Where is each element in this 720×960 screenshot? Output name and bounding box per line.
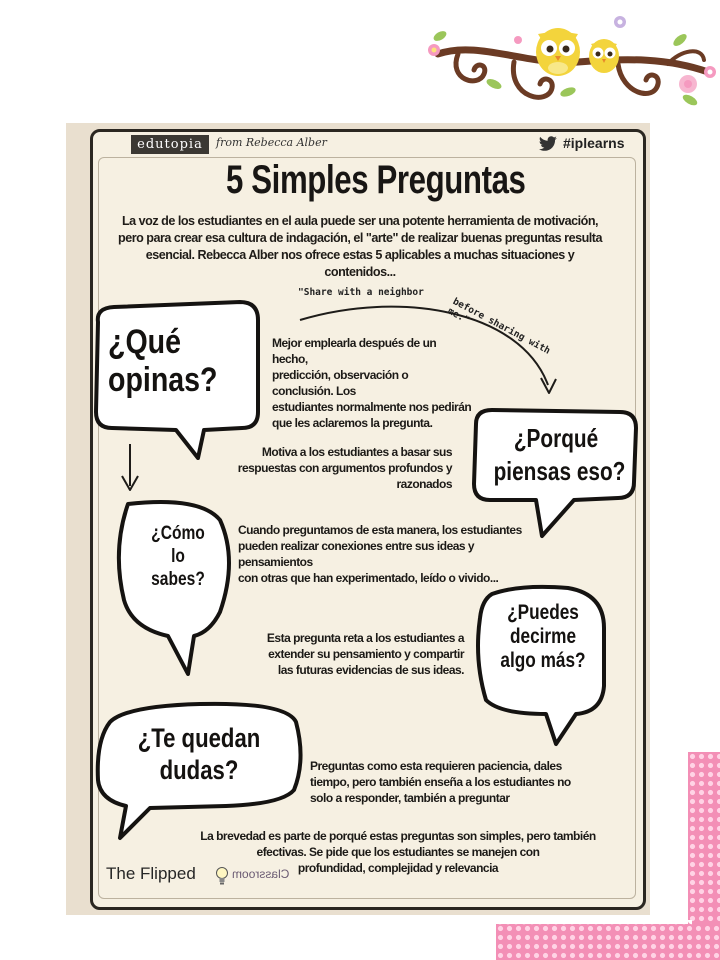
- lightbulb-icon: [215, 866, 229, 886]
- flipped-logo-text: The Flipped: [106, 864, 196, 883]
- question-te-quedan-dudas: ¿Te quedan dudas?: [137, 723, 261, 785]
- description-te-quedan-dudas: Preguntas como esta requieren paciencia, dales tiempo, pero también enseña a los estudiantes no solo a responder, también a preguntar: [310, 759, 571, 805]
- hashtag-label: #iplearns: [563, 135, 625, 151]
- question-puedes-decirme: ¿Puedes decirme algo más?: [500, 601, 586, 672]
- description-que-opinas: Mejor emplearla después de un hecho, predicción, observación o conclusión. Los estudiantes normalmente nos pedirán que les aclaremos la pregunta.: [272, 336, 472, 430]
- intro-paragraph: La voz de los estudiantes en el aula puede ser una potente herramienta de motivación, pero para crear esa cultura de indagación, el "arte" de realizar buenas preguntas resulta esencial. Rebecca Alber nos ofrece estas 5 aplicables a muchas situaciones y contenidos...: [118, 214, 602, 279]
- author-credit: from Rebecca Alber: [216, 136, 327, 149]
- question-como-lo-sabes: ¿Cómo lo sabes?: [151, 523, 205, 590]
- description-como-lo-sabes: Cuando preguntamos de esta manera, los estudiantes pueden realizar conexiones entre sus ideas y pensamientos con otras que han experimentado, leído o vivido...: [238, 523, 522, 585]
- poster-title: 5 Simples Preguntas: [226, 158, 526, 202]
- quote-part-1: "Share with a neighbor: [298, 287, 424, 298]
- quote-part-2: before sharing with me.": [445, 296, 552, 357]
- question-porque-piensas: ¿Porqué piensas eso?: [493, 423, 626, 486]
- classroom-logo-text: Classroom: [232, 867, 290, 881]
- edutopia-logo: edutopia: [131, 135, 209, 154]
- footer-paragraph: La brevedad es parte de porqué estas preguntas son simples, pero también efectivas. Se pide que los estudiantes se manejen con profundidad, complejidad y relevancia: [200, 829, 596, 875]
- description-porque-piensas: Motiva a los estudiantes a basar sus respuestas con argumentos profundos y razonados: [237, 445, 452, 491]
- question-que-opinas: ¿Qué opinas?: [108, 323, 218, 399]
- description-puedes-decirme: Esta pregunta reta a los estudiantes a extender su pensamiento y compartir las futuras evidencias de sus ideas.: [266, 631, 464, 677]
